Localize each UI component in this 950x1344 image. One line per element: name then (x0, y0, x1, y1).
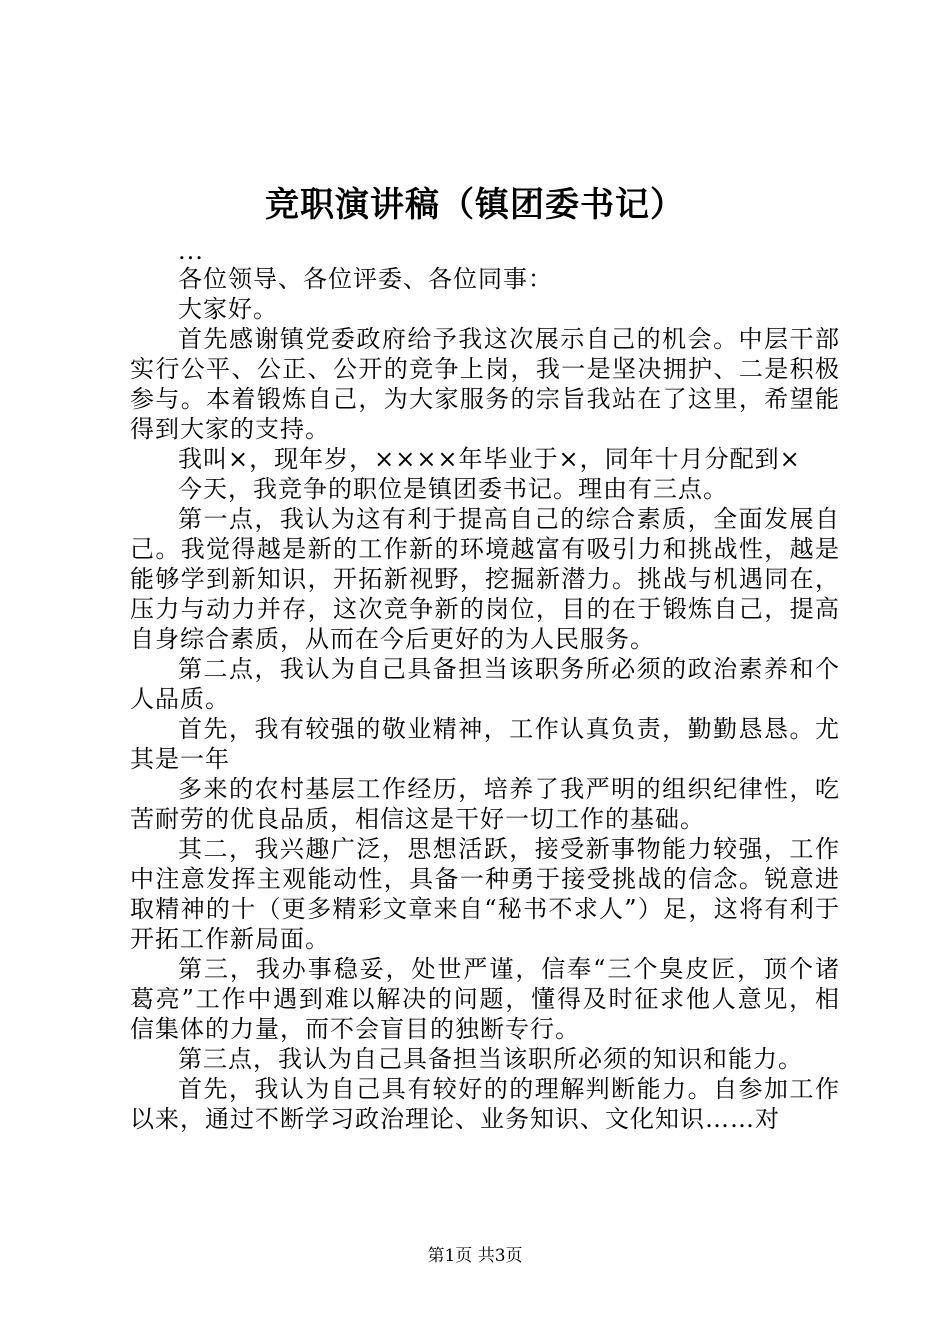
paragraph-self-intro: 我叫×，现年岁，××××年毕业于×，同年十月分配到× (178, 445, 801, 473)
paragraph-experience: 多来的农村基层工作经历，培养了我严明的组织纪律性，吃苦耐劳的优良品质，相信这是干好一切工作的基础。 (130, 775, 840, 833)
paragraph-interests: 其二，我兴趣广泛，思想活跃，接受新事物能力较强，工作中注意发挥主观能动性，具备一种勇于接受挑战的信念。锐意进取精神的十（更多精彩文章来自“秘书不求人”）足，这将有利于开拓工作新局面。 (130, 835, 840, 953)
paragraph-prudence: 第三，我办事稳妥，处世严谨，信奉“三个臭皮匠，顶个诸葛亮”工作中遇到难以解决的问题，懂得及时征求他人意见，相信集体的力量，而不会盲目的独断专行。 (130, 955, 840, 1043)
ellipsis-line: ... (178, 237, 204, 265)
document-title: 竞职演讲稿（镇团委书记） (265, 185, 685, 225)
paragraph-position: 今天，我竞争的职位是镇团委书记。理由有三点。 (178, 475, 728, 503)
paragraph-thanks: 首先感谢镇党委政府给予我这次展示自己的机会。中层干部实行公平、公正、公开的竞争上岗，我一是坚决拥护、二是积极参与。本着锻炼自己，为大家服务的宗旨我站在了这里，希望能得到大家的支持。 (130, 325, 840, 443)
paragraph-salutation: 各位领导、各位评委、各位同事： (178, 265, 553, 293)
paragraph-point-one: 第一点，我认为这有利于提高自己的综合素质，全面发展自己。我觉得越是新的工作新的环境越富有吸引力和挑战性，越是能够学到新知识，开拓新视野，挖掘新潜力。挑战与机遇同在，压力与动力并存，这次竞争新的岗位，目的在于锻炼自己，提高自身综合素质，从而在今后更好的为人民服务。 (130, 505, 840, 653)
paragraph-greeting: 大家好。 (178, 295, 278, 323)
page-footer: 第1页 共3页 (427, 1246, 523, 1266)
document-body (130, 238, 840, 1134)
paragraph-dedication: 首先，我有较强的敬业精神，工作认真负责，勤勤恳恳。尤其是一年 (130, 715, 840, 773)
paragraph-point-three: 第三点，我认为自己具备担当该职所必须的知识和能力。 (178, 1045, 803, 1073)
paragraph-judgment: 首先，我认为自己具有较好的的理解判断能力。自参加工作以来，通过不断学习政治理论、业务知识、文化知识……对 (130, 1075, 840, 1133)
paragraph-point-two: 第二点，我认为自己具备担当该职务所必须的政治素养和个人品质。 (130, 655, 840, 713)
